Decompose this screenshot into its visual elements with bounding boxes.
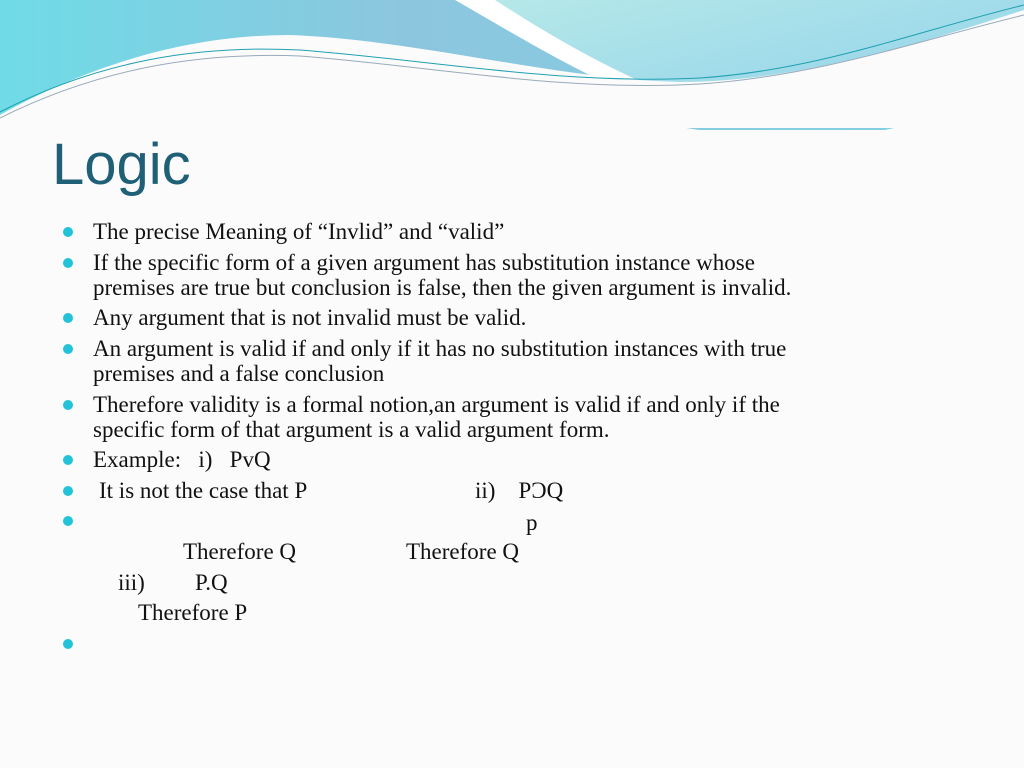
example-text: p bbox=[526, 510, 538, 535]
header-wave-decoration bbox=[0, 0, 1024, 130]
example-text: Therefore Q bbox=[406, 539, 520, 564]
bullet-text: Example: i) PvQ bbox=[93, 447, 271, 472]
bullet-icon bbox=[63, 313, 73, 323]
example-text: Therefore P bbox=[138, 600, 248, 625]
bullet-icon bbox=[63, 400, 73, 410]
bullet-text: Any argument that is not invalid must be valid. bbox=[93, 305, 527, 330]
example-text: Therefore Q bbox=[183, 539, 297, 564]
bullet-text: specific form of that argument is a valid argument form. bbox=[93, 417, 610, 442]
bullet-text: The precise Meaning of “Invlid” and “valid” bbox=[93, 219, 505, 244]
bullet-icon bbox=[63, 258, 73, 268]
bullet-text: premises are true but conclusion is false, then the given argument is invalid. bbox=[93, 275, 792, 300]
bullet-text: It is not the case that P bbox=[99, 478, 308, 503]
bullet-icon bbox=[63, 486, 73, 496]
bullet-text: If the specific form of a given argument has substitution instance whose bbox=[93, 250, 755, 275]
bullet-icon bbox=[63, 455, 73, 465]
bullet-text: An argument is valid if and only if it has no substitution instances with true bbox=[93, 336, 787, 361]
bullet-icon bbox=[63, 639, 73, 649]
example-text: iii) bbox=[118, 570, 145, 595]
bullet-text: premises and a false conclusion bbox=[93, 361, 385, 386]
slide-title: Logic bbox=[52, 132, 191, 197]
bullet-icon bbox=[63, 344, 73, 354]
bullet-text: Therefore validity is a formal notion,an argument is valid if and only if the bbox=[93, 392, 780, 417]
example-text: P.Q bbox=[195, 570, 228, 595]
bullet-icon bbox=[63, 227, 73, 237]
bullet-icon bbox=[63, 516, 73, 526]
example-text: ii) PƆQ bbox=[475, 478, 564, 503]
